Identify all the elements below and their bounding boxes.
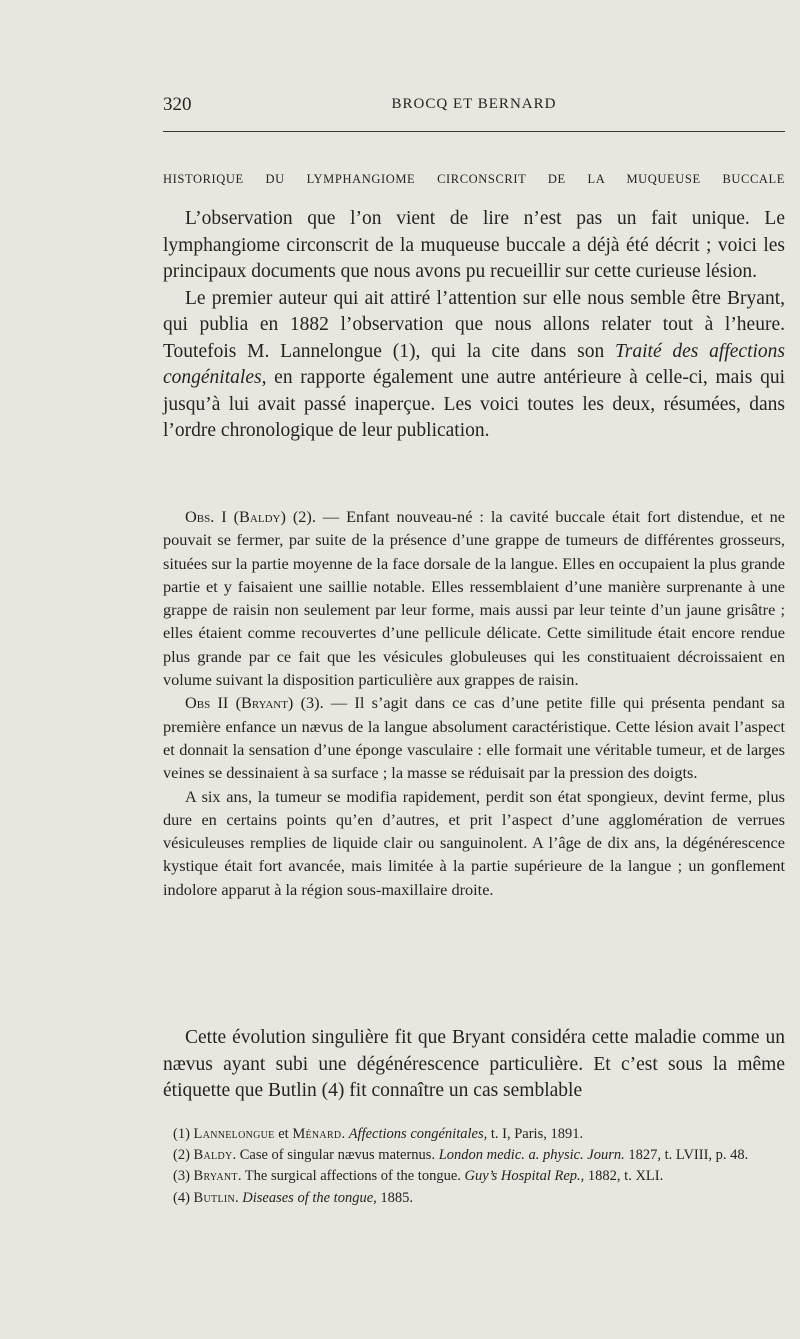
footnote-3	[163, 1166, 785, 1187]
footnote-4	[163, 1188, 785, 1209]
intro-text	[163, 206, 785, 445]
obs1-label: Obs. I	[185, 507, 227, 526]
footnote-2	[163, 1145, 785, 1166]
footnote-2-author: Baldy	[193, 1147, 233, 1164]
observation-1	[163, 505, 785, 691]
footnote-2-title: London medic. a. physic. Journ.	[438, 1147, 625, 1164]
footnote-4-rest: , 1885.	[373, 1189, 414, 1206]
closing-paragraph: Cette évolution singulière fit que Bryant considéra cette maladie comme un nævus ayant subi une dégénérescence particulière. Et c’est sous la même étiquette que Butlin (4) fit connaître un cas semblable	[163, 1027, 785, 1101]
observation-2	[163, 691, 785, 784]
paragraph-2-part-b: , en rapporte également une autre antérieure à celle-ci, mais qui jusqu’à lui avait passé inaperçue. Les voici toutes les deux, résumées, dans l’ordre chronologique de leur publication.	[163, 367, 785, 441]
footnote-4-author: Butlin	[193, 1189, 236, 1206]
footnote-4-title: Diseases of the tongue	[242, 1189, 374, 1206]
footnote-1-author2: Ménard	[292, 1126, 342, 1142]
obs2-label: Obs II	[185, 693, 229, 713]
footnote-2-rest: 1827, t. LVIII, p. 48.	[624, 1147, 749, 1164]
book-title: Traité des affections congénitales	[163, 340, 785, 388]
section-title: HISTORIQUE DU LYMPHANGIOME CIRCONSCRIT DE LA MUQUEUSE BUCCALE	[163, 172, 785, 186]
footnote-3-title: Guy’s Hospital Rep.	[464, 1168, 581, 1185]
footnote-3-pre: . The surgical affections of the tongue.	[237, 1168, 465, 1185]
footnote-1-pre: .	[341, 1126, 349, 1142]
observation-2-continued: A six ans, la tumeur se modifia rapidement, perdit son état spongieux, devint ferme, plus dure en certains points qu’en d’autres, et prit l’aspect d’une agglomération de verrues vésiculeuses remplies de liquide clair ou sanguinolent. A l’âge de dix ans, la dégénérescence kystique était fort avancée, mais limitée à la partie supérieure de la langue ; un gonflement indolore apparut à la région sous-maxillaire droite.	[163, 786, 785, 899]
paragraph-2	[163, 286, 785, 445]
observations	[163, 505, 785, 901]
obs2-text: (3). — Il s’agit dans ce cas d’une petite fille qui présenta pendant sa première enfance un nævus de la langue absolument caractéristique. Cette lésion avait l’aspect et donnait la sensation d’une éponge vasculaire : elle formait une véritable tumeur, et de larges veines se dessinaient à sa surface ; la masse se réduisait par la pression des doigts.	[163, 693, 785, 783]
obs1-author: (Baldy)	[233, 507, 286, 526]
footnote-4-pre: .	[235, 1189, 243, 1206]
footnote-1-author: Lannelongue	[193, 1126, 275, 1142]
footnote-2-number: (2)	[173, 1147, 190, 1164]
obs1-text: (2). — Enfant nouveau-né : la cavité buccale était fort distendue, et ne pouvait se fermer, par suite de la présence d’une grappe de tumeurs de différentes grosseurs, situées sur la partie moyenne de la face dorsale de la langue. Elles en occupaient la plus grande partie et y faisaient une saillie notable. Elles ressemblaient d’une manière surprenante à une grappe de raisin non seulement par leur forme, mais aussi par leur teinte d’un jaune grisâtre ; elles étaient comme recouvertes d’une pellicule délicate. Cette similitude était encore rendue plus grande par ce fait que les vésicules globuleuses qui les constituaient décroissaient en volume suivant la disposition particulière aux grappes de raisin.	[163, 507, 786, 690]
running-title: BROCQ ET BERNARD	[391, 96, 557, 112]
paragraph-1: L’observation que l’on vient de lire n’est pas un fait unique. Le lymphangiome circonscrit de la muqueuse buccale a déjà été décrit ; voici les principaux documents que nous avons pu recueillir sur cette curieuse lésion.	[163, 208, 785, 282]
footnote-3-author: Bryant	[193, 1168, 238, 1185]
page-header	[163, 94, 785, 122]
footnotes	[163, 1124, 785, 1209]
footnote-1-number: (1)	[173, 1126, 190, 1142]
page-number: 320	[163, 94, 192, 115]
footnote-3-number: (3)	[173, 1168, 190, 1185]
footnote-2-pre: . Case of singular nævus maternus.	[232, 1147, 439, 1164]
paragraph-2-part-a: Le premier auteur qui ait attiré l’attention sur elle nous semble être Bryant, qui publia en 1882 l’observation que nous allons relater tout à l’heure. Toutefois M. Lannelongue (1), qui la cite dans son	[163, 287, 785, 362]
footnote-1-title: Affections congénitales	[348, 1126, 484, 1142]
footnote-1-mid: et	[274, 1126, 293, 1142]
footnote-4-number: (4)	[173, 1189, 190, 1206]
footnote-1	[163, 1124, 785, 1145]
footnote-1-rest: , t. I, Paris, 1891.	[483, 1126, 584, 1142]
obs2-author: (Bryant)	[235, 693, 294, 713]
header-rule	[163, 131, 785, 132]
footnote-3-rest: , 1882, t. XLI.	[580, 1168, 664, 1185]
closing-text	[163, 1025, 785, 1105]
